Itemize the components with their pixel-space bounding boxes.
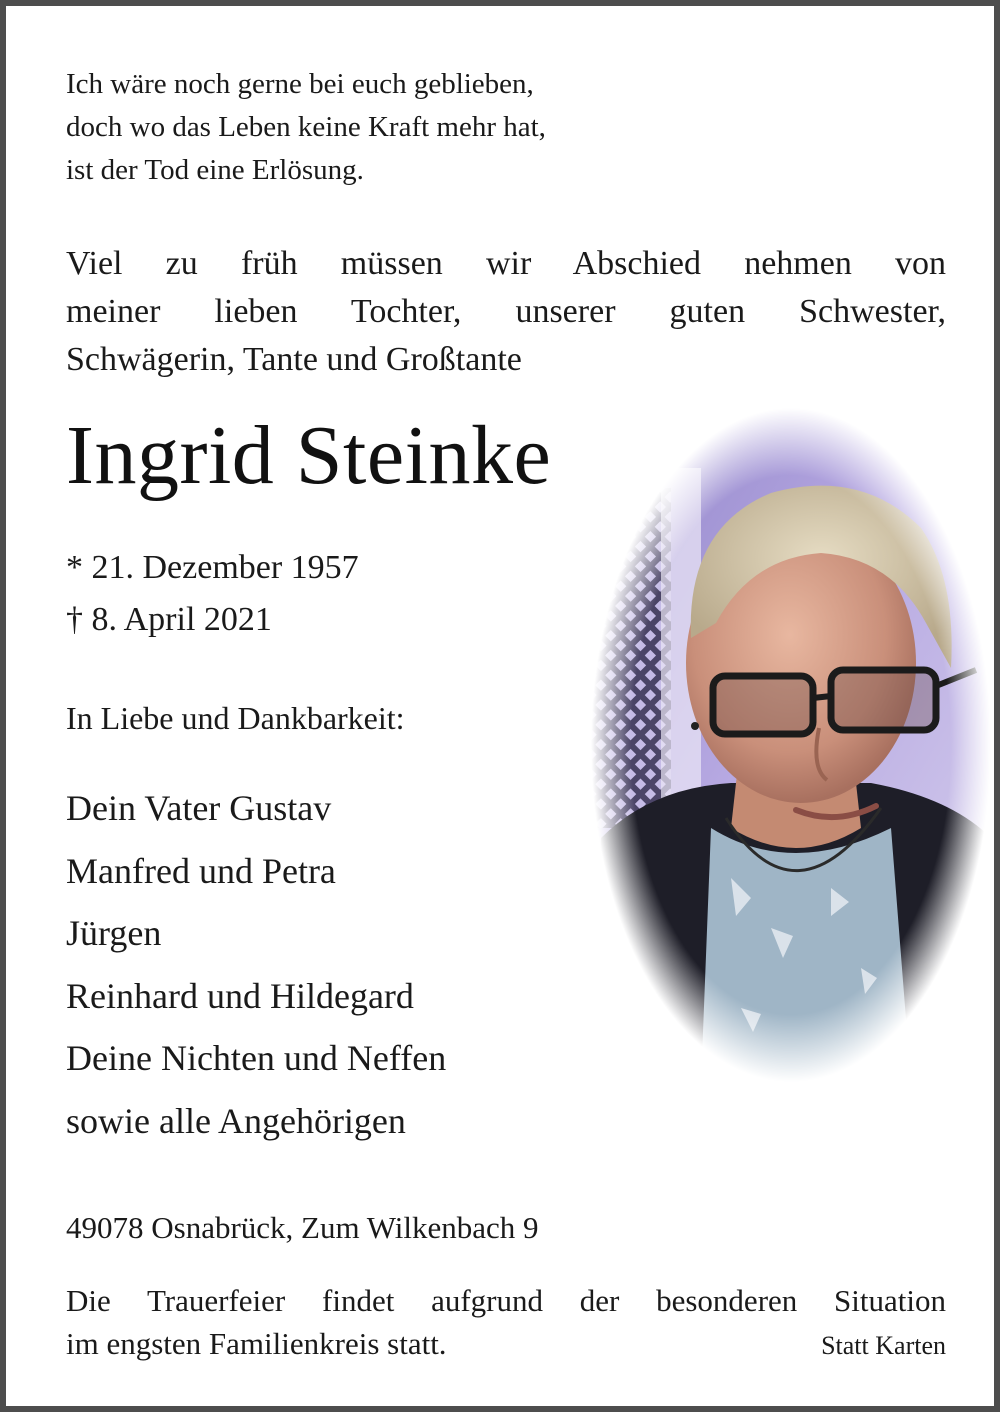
notice-line: im engsten Familienkreis statt. (66, 1326, 447, 1361)
mourner: Dein Vater Gustav (66, 788, 332, 828)
deceased-name: Ingrid Steinke (66, 409, 552, 502)
intro-line: Viel zu früh müssen wir Abschied nehmen von (66, 245, 946, 282)
address: 49078 Osnabrück, Zum Wilkenbach 9 (66, 1210, 539, 1245)
poem (66, 63, 546, 192)
poem-line: ist der Tod eine Erlösung. (66, 154, 364, 186)
mourner: Deine Nichten und Neffen (66, 1038, 447, 1078)
intro-line: meiner lieben Tochter, unserer guten Schwester, (66, 293, 946, 330)
birth-date: * 21. Dezember 1957 (66, 549, 359, 586)
portrait-photo (591, 408, 991, 1083)
intro-line: Schwägerin, Tante und Großtante (66, 341, 522, 378)
statt-karten: Statt Karten (821, 1331, 946, 1360)
life-dates (66, 542, 359, 646)
mourner: Manfred und Petra (66, 850, 336, 891)
mourner: Jürgen (66, 913, 162, 953)
death-date: † 8. April 2021 (66, 601, 272, 638)
notice-line: Die Trauerfeier findet aufgrund der besonderen Situation (66, 1283, 946, 1318)
thanks-line: In Liebe und Dankbarkeit: (66, 700, 405, 736)
mourner: sowie alle Angehörigen (66, 1100, 406, 1141)
poem-line: Ich wäre noch gerne bei euch geblieben, (66, 68, 534, 100)
poem-line: doch wo das Leben keine Kraft mehr hat, (66, 111, 546, 143)
funeral-notice (66, 1279, 946, 1365)
mourners-list (66, 777, 446, 1152)
intro-text (66, 240, 946, 384)
mourner: Reinhard und Hildegard (66, 975, 414, 1016)
